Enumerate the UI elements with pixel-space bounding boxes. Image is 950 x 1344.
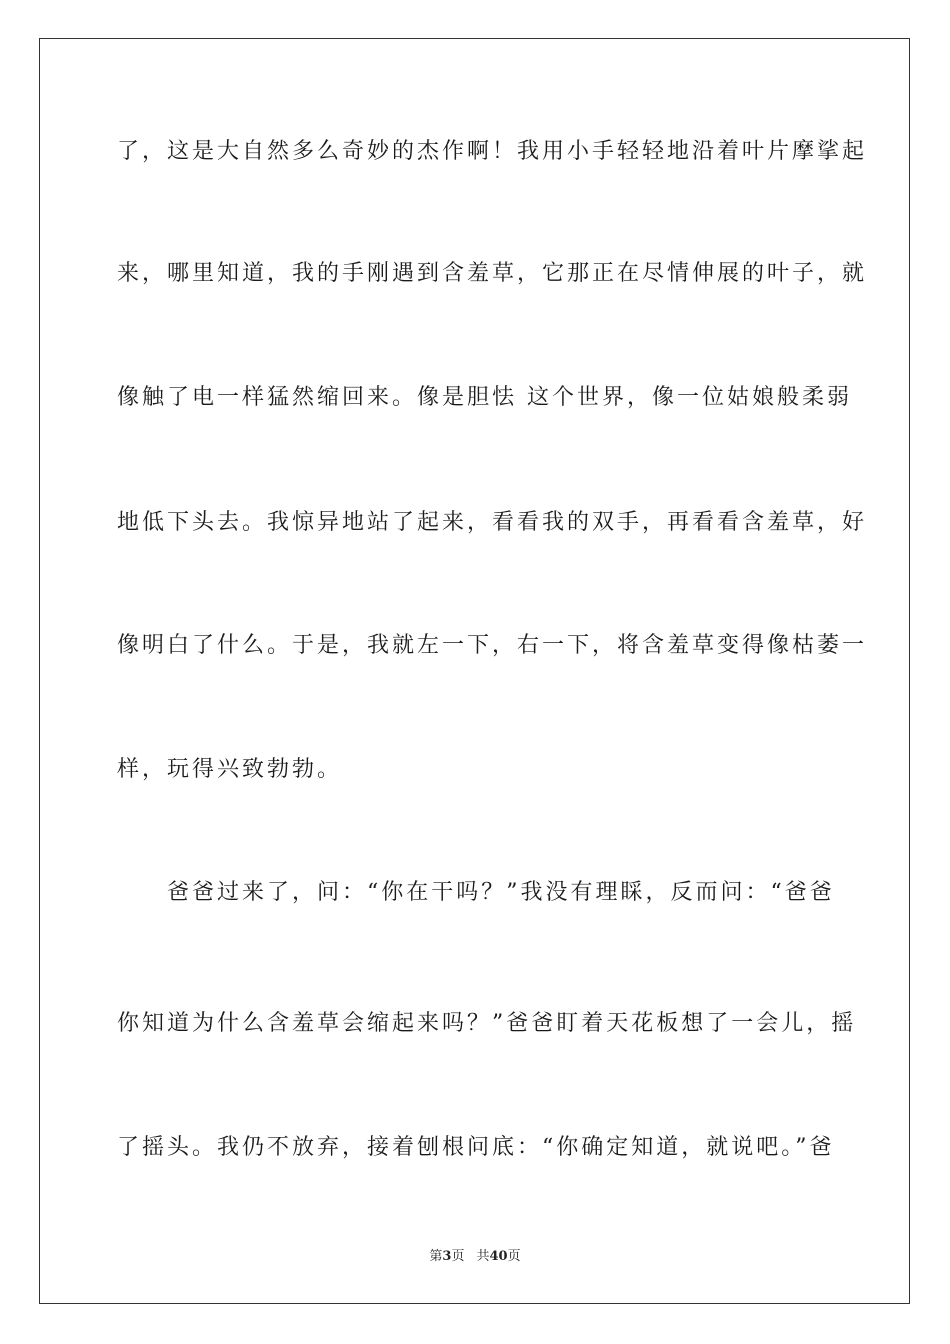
body-text-line-7: 爸爸过来了，问：“你在干吗？”我没有理睬，反而问：“爸爸 bbox=[117, 880, 835, 905]
page-number: 3 bbox=[442, 1249, 452, 1264]
total-prefix: 共 bbox=[476, 1249, 490, 1264]
body-text-line-5: 像明白了什么。于是，我就左一下，右一下，将含羞草变得像枯萎一 bbox=[117, 633, 868, 658]
total-pages: 40 bbox=[489, 1249, 508, 1264]
page-footer bbox=[0, 1248, 950, 1266]
total-suffix: 页 bbox=[507, 1249, 521, 1264]
page-prefix: 第 bbox=[429, 1249, 443, 1264]
body-text-line-4: 地低下头去。我惊异地站了起来，看看我的双手，再看看含羞草，好 bbox=[117, 510, 868, 535]
body-text-line-8: 你知道为什么含羞草会缩起来吗？”爸爸盯着天花板想了一会儿，摇 bbox=[117, 1011, 857, 1036]
body-text-line-2: 来，哪里知道，我的手刚遇到含羞草，它那正在尽情伸展的叶子，就 bbox=[117, 261, 868, 286]
body-text-line-9: 了摇头。我仍不放弃，接着刨根问底：“你确定知道，就说吧。”爸 bbox=[117, 1135, 835, 1160]
body-text-line-3: 像触了电一样猛然缩回来。像是胆怯 这个世界，像一位姑娘般柔弱 bbox=[117, 385, 852, 410]
page-suffix: 页 bbox=[451, 1249, 465, 1264]
body-text-line-6: 样，玩得兴致勃勃。 bbox=[117, 757, 343, 782]
body-text-line-1: 了，这是大自然多么奇妙的杰作啊！我用小手轻轻地沿着叶片摩挲起 bbox=[117, 139, 868, 164]
page-border bbox=[39, 38, 910, 1304]
